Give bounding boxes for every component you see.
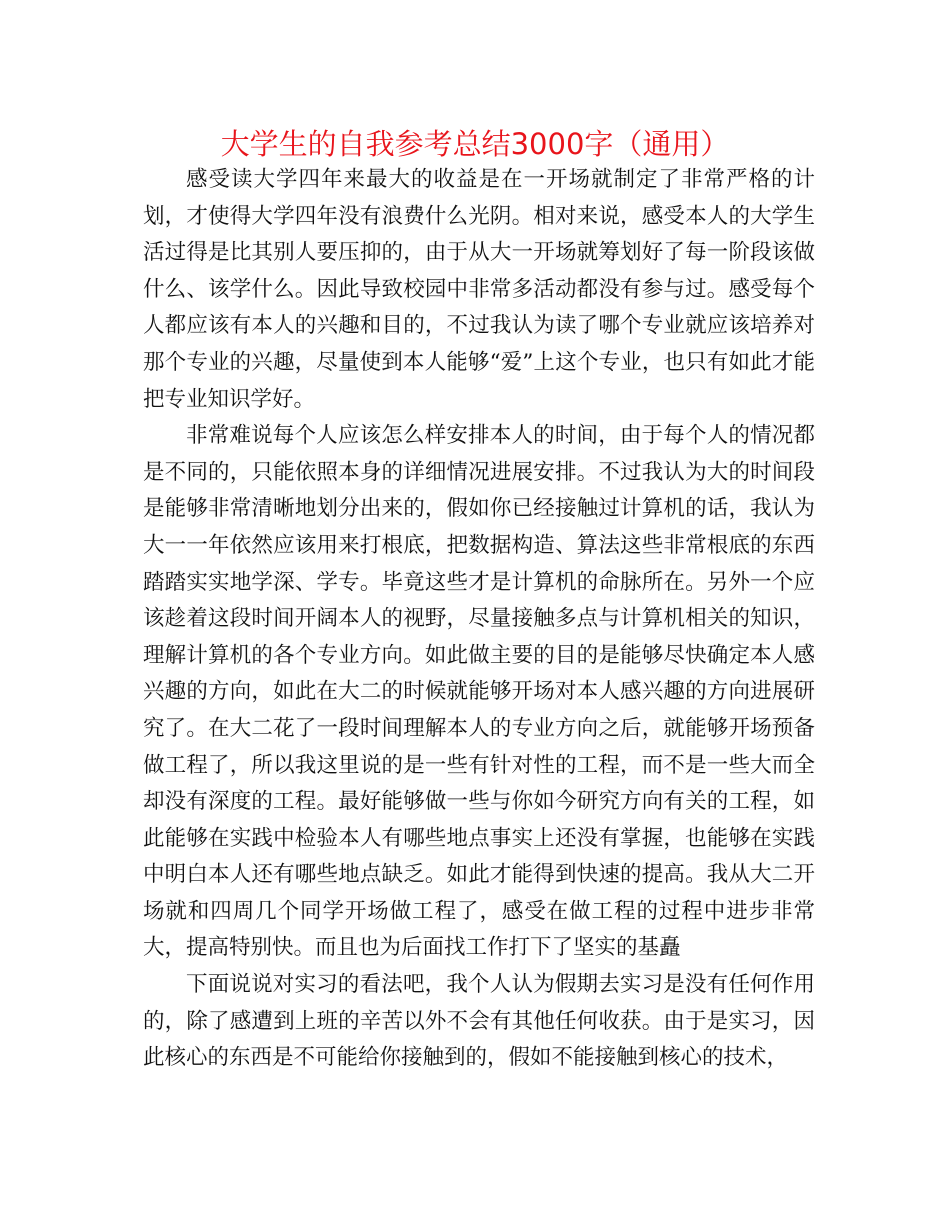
paragraph-3: 下面说说对实习的看法吧，我个人认为假期去实习是没有任何作用的，除了感遭到上班的辛苦以外不会有其他任何收获。由于是实习，因此核心的东西是不可能给你接触到的，假如不能接触到核心的技术， (143, 972, 815, 1071)
paragraph-2: 非常难说每个人应该怎么样安排本人的时间，由于每个人的情况都是不同的，只能依照本身的详细情况进展安排。不过我认为大的时间段是能够非常清晰地划分出来的，假如你已经接触过计算机的话，我认为大一一年依然应该用来打根底，把数据构造、算法这些非常根底的东西踏踏实实地学深、学专。毕竟这些才是计算机的命脉所在。另外一个应该趁着这段时间开阔本人的视野，尽量接触多点与计算机相关的知识，理解计算机的各个专业方向。如此做主要的目的是能够尽快确定本人感兴趣的方向，如此在大二的时候就能够开场对本人感兴趣的方向进展研究了。在大二花了一段时间理解本人的专业方向之后，就能够开场预备做工程了，所以我这里说的是一些有针对性的工程，而不是一些大而全却没有深度的工程。最好能够做一些与你如今研究方向有关的工程，如此能够在实践中检验本人有哪些地点事实上还没有掌握，也能够在实践中明白本人还有哪些地点缺乏。如此才能得到快速的提高。我从大二开场就和四周几个同学开场做工程了，感受在做工程的过程中进步非常大，提高特别快。而且也为后面找工作打下了坚实的基矗 (143, 423, 815, 961)
document-body (143, 162, 815, 1077)
document-title: 大学生的自我参考总结3000字（通用） (220, 127, 730, 161)
paragraph-1: 感受读大学四年来最大的收益是在一开场就制定了非常严格的计划，才使得大学四年没有浪费什么光阴。相对来说，感受本人的大学生活过得是比其别人要压抑的，由于从大一开场就筹划好了每一阶段该做什么、该学什么。因此导致校园中非常多活动都没有参与过。感受每个人都应该有本人的兴趣和目的，不过我认为读了哪个专业就应该培养对那个专业的兴趣，尽量使到本人能够“爱”上这个专业，也只有如此才能把专业知识学好。 (143, 167, 815, 412)
